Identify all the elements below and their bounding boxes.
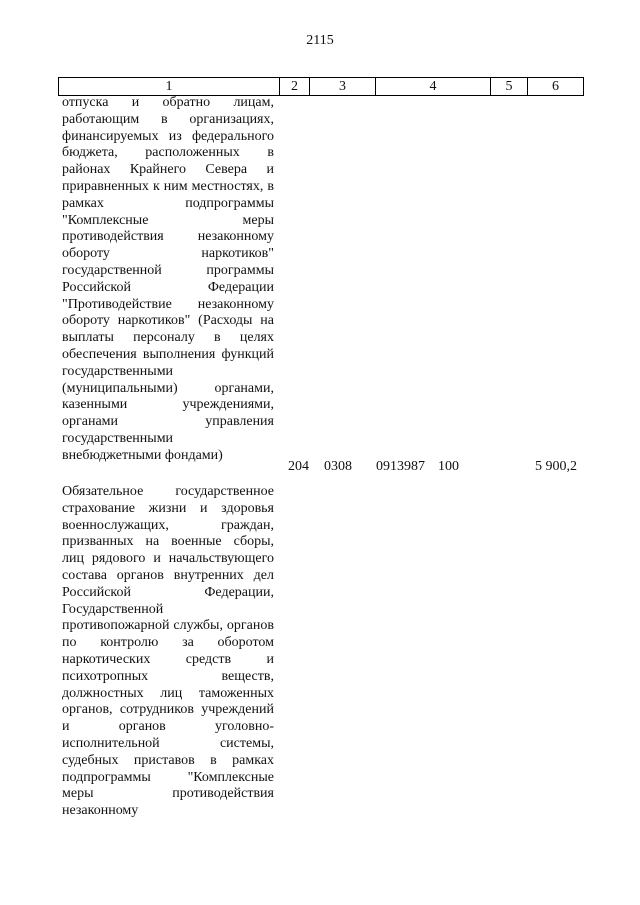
table-cell-col2: 204 [288,459,309,474]
table-row-description: Обязательное государственное страхование жизни и здоровья военнослужащих, граждан, призванных на военные сборы, лиц рядового и начальствующего состава органов внутренних дел Российской Федерации, Государственной противопожарной службы, органов по контролю за оборотом наркотических средств и психотропных веществ, должностных лиц таможенных органов, сотрудников учреждений и органов уголовно-исполнительной системы, судебных приставов в рамках подпрограммы "Комплексные меры противодействия незаконному [62,484,274,819]
header-col-1: 1 [59,78,280,95]
table-cell-col5: 100 [438,459,459,474]
table-cell-col6: 5 900,2 [535,459,577,474]
table-row-description: отпуска и обратно лицам, работающим в организациях, финансируемых из федерального бюджета, расположенных в районах Крайнего Севера и приравненных к ним местностях, в рамках подпрограммы "Комплексные меры противодействия незаконному обороту наркотиков" государственной программы Российской Федерации "Противодействие незаконному обороту наркотиков" (Расходы на выплаты персоналу в целях обеспечения выполнения функций государственными (муниципальными) органами, казенными учреждениями, органами управления государственными внебюджетными фондами) [62,95,274,463]
header-col-3: 3 [310,78,376,95]
table-cell-col4: 0913987 [376,459,425,474]
header-col-5: 5 [491,78,528,95]
page-number: 2115 [306,33,334,48]
header-col-4: 4 [376,78,491,95]
header-col-6: 6 [552,79,559,94]
header-col-2: 2 [280,78,310,95]
table-cell-col3: 0308 [324,459,352,474]
table-header-row [58,77,584,96]
